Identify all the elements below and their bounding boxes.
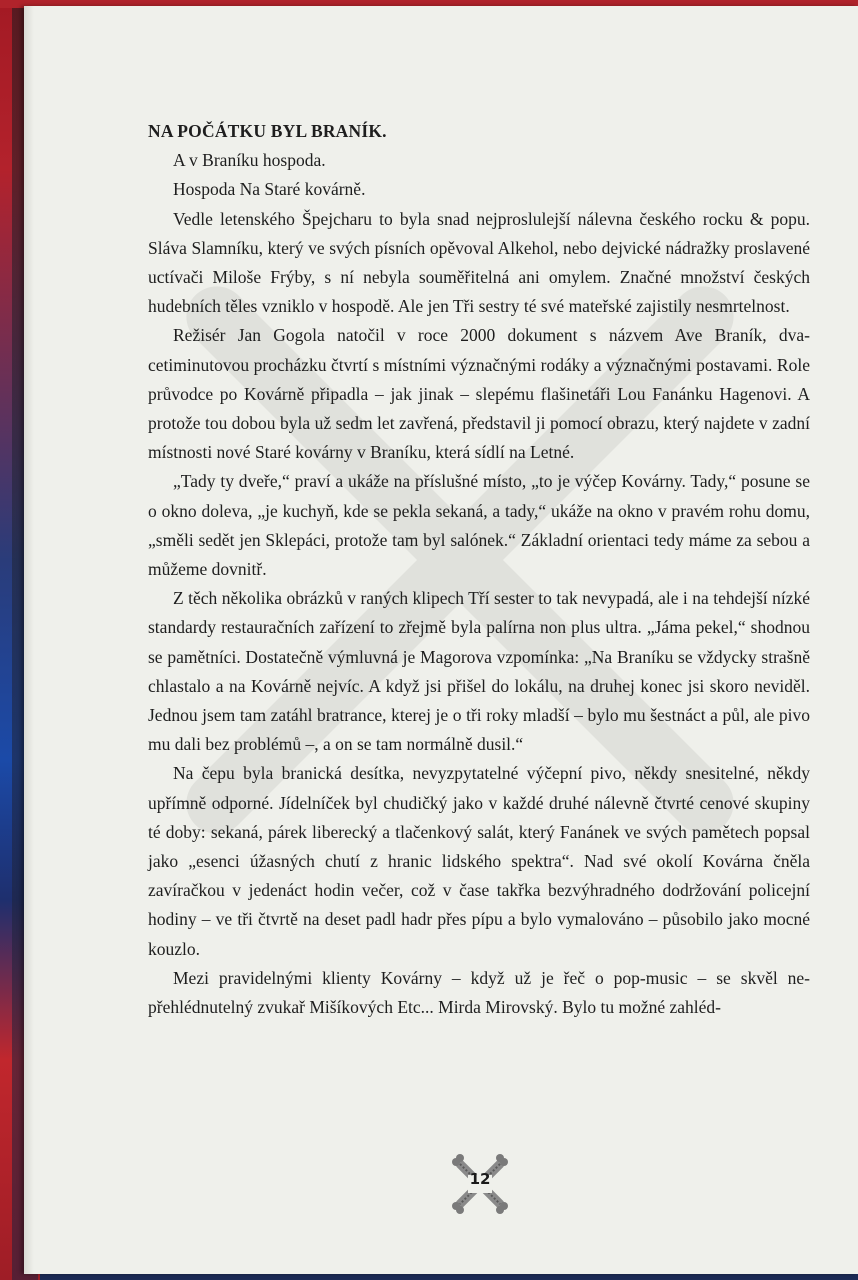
paragraph: „Tady ty dveře,“ praví a ukáže na příslušné místo, „to je výčep Kovárny. Tady,“ posune se o okno doleva, „je kuchyň, kde se pekla sekaná, a tady,“ ukáže na okno v pravém rohu domu, „směli sedět jen Sklepáci, protože tam byl salónek.“ Základní orientaci tedy máme za sebou a můžeme dovnitř. — [148, 471, 810, 580]
chapter-heading: NA POČÁTKU BYL BRANÍK. — [148, 121, 387, 141]
page-number: 12 — [469, 1170, 491, 1188]
paragraph: Na čepu byla branická desítka, nevyzpytatelné výčepní pivo, někdy snesitelné, někdy upřímně odporné. Jídelníček byl chudičký jako v každé druhé nálevně čtvrté cenové skupiny té doby: sekaná, párek liberecký a tlačenkový salát, který Fanánek ve svých pamětech popsal jako „esenci úžasných chutí z hranic lidského spektra“. Nad své okolí Kovárna čněla zavíračkou v jedenáct hodin večer, což v čase takřka bezvýhradného dodržování policejní hodiny – ve tři čtvrtě na deset padl hadr přes pípu a bylo vymalováno – působilo jako mocné kouzlo. — [148, 763, 810, 959]
paragraph: Režisér Jan Gogola natočil v roce 2000 dokument s názvem Ave Braník, dvacetiminutovou procházku čtvrtí s místními význačnými rodáky a význačnými postavami. Role průvodce po Kovárně připadla – jak jinak – slepému flašinetáři Lou Fanánku Hagenovi. A protože tou dobou byla už sedm let zavřená, představil ji pomocí obrazu, který najdete v zadní místnosti nové Staré kovárny v Braníku, která sídlí na Letné. — [148, 325, 810, 463]
paragraph: A v Braníku hospoda. — [173, 150, 326, 171]
paragraph: Hospoda Na Staré kovárně. — [173, 179, 366, 200]
paragraph: Vedle letenského Špejcharu to byla snad nejproslulejší nálevna českého rocku & popu. Sláva Slamníku, který ve svých písních opěvoval Alkehol, nebo dejvické nádražky proslavené uctívači Miloše Frýby, s ní nebyla souměřitelná ani omylem. Značné množství českých hudebních těles vzniklo v hospodě. Ale jen Tři sestry té své mateřské zajistily nesmrtelnost. — [148, 208, 810, 317]
article-body — [148, 117, 810, 1022]
paragraph: Z těch několika obrázků v raných klipech Tří sester to tak nevypadá, ale i na tehdejší nízké standardy restauračních zařízení to zřejmě byla palírna non plus ultra. „Jáma pekel,“ shodnou se pamětníci. Dostatečně výmluvná je Magorova vzpomínka: „Na Braníku se vždycky strašně chlastalo a na Kovárně nejvíc. A když jsi přišel do lokálu, na druhej konec jsi skoro neviděl. Jednou jsem tam zatáhl bratrance, kterej je o tři roky mladší – bylo mu šestnáct a půl, ale pivo mu dali bez problémů –, a on se tam normálně dusil.“ — [148, 588, 810, 755]
paragraph: Mezi pravidelnými klienty Kovárny – když už je řeč o pop-music – se skvěl nepřehlédnutelný zvukař Mišíkových Etc... Mirda Mirovský. Bylo tu možné zahléd- — [148, 967, 810, 1018]
page-gutter-shadow — [24, 6, 34, 1274]
